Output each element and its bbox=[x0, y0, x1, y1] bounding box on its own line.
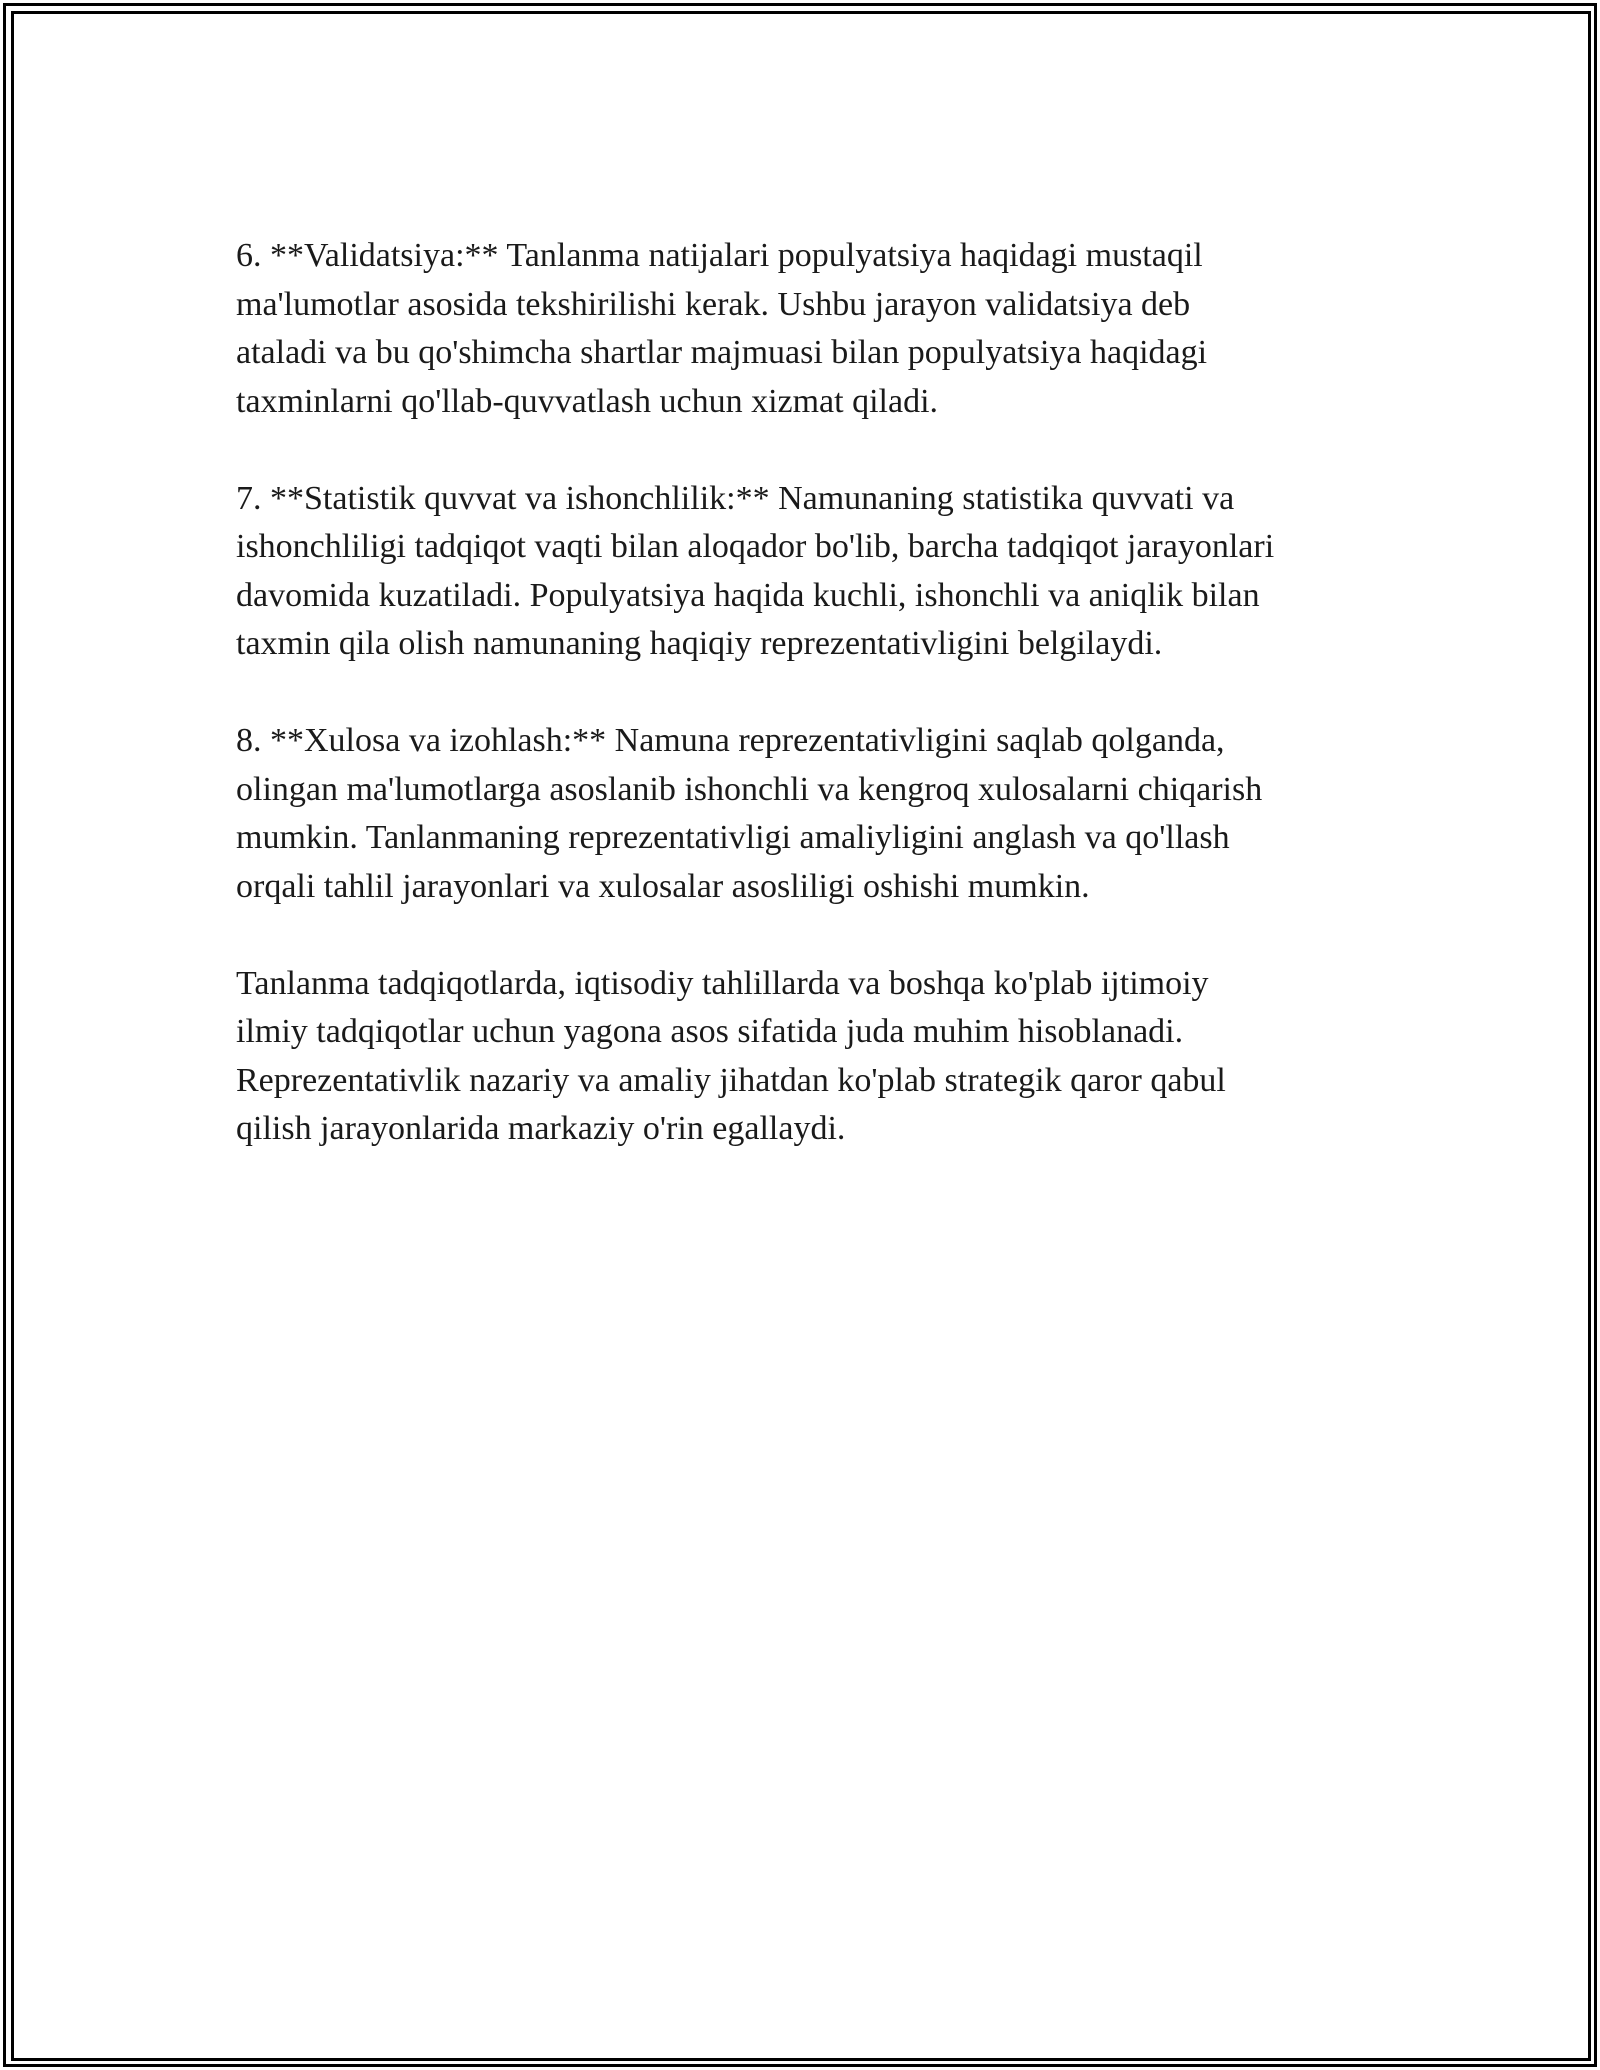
document-body bbox=[236, 232, 1386, 1202]
paragraph-validatsiya: 6. **Validatsiya:** Tanlanma natijalari populyatsiya haqidagi mustaqil ma'lumotlar asosida tekshirilishi kerak. Ushbu jarayon validatsiya deb ataladi va bu qo'shimcha shartlar majmuasi bilan populyatsiya haqidagi taxminlarni qo'llab-quvvatlash uchun xizmat qiladi. bbox=[236, 237, 1208, 420]
paragraph-xulosa: 8. **Xulosa va izohlash:** Namuna reprezentativligini saqlab qolganda, olingan ma'lumotlarga asoslanib ishonchli va kengroq xulosalarni chiqarish mumkin. Tanlanmaning reprezentativligi amaliyligini anglash va qo'llash orqali tahlil jarayonlari va xulosalar asosliligi oshishi mumkin. bbox=[236, 722, 1263, 905]
paragraph-statistik-quvvat: 7. **Statistik quvvat va ishonchlilik:** Namunaning statistika quvvati va ishonchliligi tadqiqot vaqti bilan aloqador bo'lib, barcha tadqiqot jarayonlari davomida kuzatiladi. Populyatsiya haqida kuchli, ishonchli va aniqlik bilan taxmin qila olish namunaning haqiqiy reprezentativligini belgilaydi. bbox=[236, 479, 1275, 662]
paragraph-conclusion: Tanlanma tadqiqotlarda, iqtisodiy tahlillarda va boshqa ko'plab ijtimoiy ilmiy tadqiqotlar uchun yagona asos sifatida juda muhim hisoblanadi. Reprezentativlik nazariy va amaliy jihatdan ko'plab strategik qaror qabul qilish jarayonlarida markaziy o'rin egallaydi. bbox=[236, 964, 1226, 1147]
